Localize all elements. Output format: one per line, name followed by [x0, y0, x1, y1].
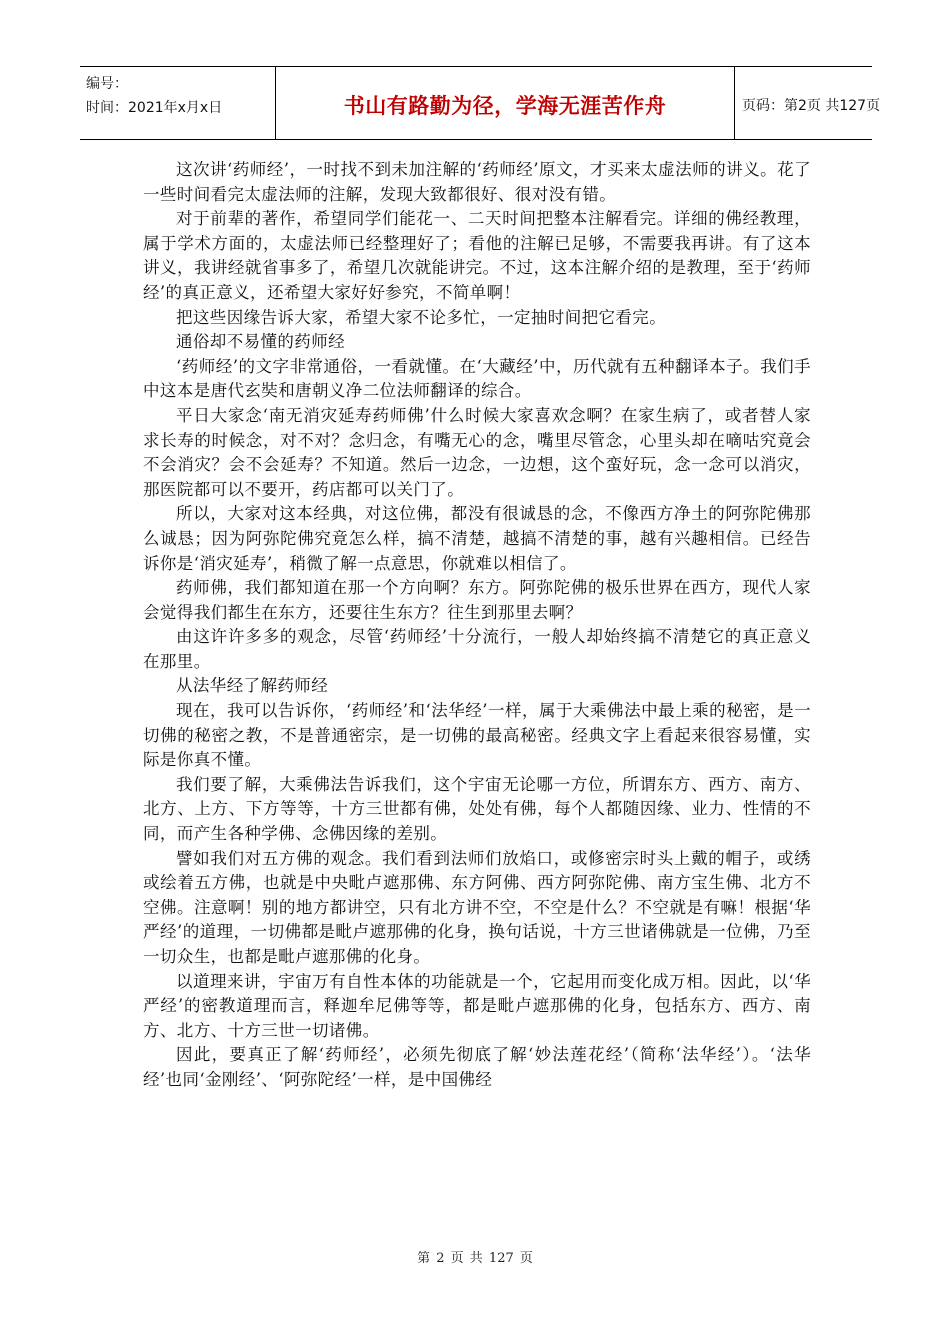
document-number-label: 编号：: [86, 76, 128, 92]
paragraph: 把这些因缘告诉大家，希望大家不论多忙，一定抽时间把它看完。: [176, 307, 667, 327]
document-date-label: 时间：2021年x月x日: [86, 100, 223, 116]
header-meta-cell: [80, 67, 275, 139]
page-footer: 第 2 页 共 127 页: [417, 1251, 533, 1266]
paragraph: 我们要了解，大乘佛法告诉我们，这个宇宙无论哪一方位，所谓东方、西方、南方、北方、上方、下方等等，十方三世都有佛，处处有佛，每个人都随因缘、业力、性情的不同，而产生各种学佛、念佛因缘的差别。: [143, 774, 811, 844]
header-motto-cell: [275, 67, 735, 139]
paragraph: 譬如我们对五方佛的观念。我们看到法师们放焰口，或修密宗时头上戴的帽子，或绣或绘着五方佛，也就是中央毗卢遮那佛、东方阿佛、西方阿弥陀佛、南方宝生佛、北方不空佛。注意啊！别的地方都讲空，只有北方讲不空，不空是什么？不空就是有嘛！根据‘华严经’的道理，一切佛都是毗卢遮那佛的化身，换句话说，十方三世诸佛就是一位佛，乃至一切众生，也都是毗卢遮那佛的化身。: [143, 848, 811, 966]
document-body: [143, 158, 811, 1093]
paragraph: ‘药师经’的文字非常通俗，一看就懂。在‘大藏经’中，历代就有五种翻译本子。我们手中这本是唐代玄奘和唐朝义净二位法师翻译的综合。: [143, 356, 811, 401]
paragraph: 对于前辈的著作，希望同学们能花一、二天时间把整本注解看完。详细的佛经教理，属于学术方面的，太虚法师已经整理好了；看他的注解已足够，不需要我再讲。有了这本讲义，我讲经就省事多了，希望几次就能讲完。不过，这本注解介绍的是教理，至于‘药师经’的真正意义，还希望大家好好参究，不简单啊！: [143, 209, 811, 302]
paragraph: 因此，要真正了解‘药师经’，必须先彻底了解‘妙法莲花经’（简称‘法华经’）。‘法华经’也同‘金刚经’、‘阿弥陀经’一样，是中国佛经: [143, 1045, 811, 1089]
paragraph: 现在，我可以告诉你，‘药师经’和‘法华经’一样，属于大乘佛法中最上乘的秘密，是一切佛的秘密之教，不是普通密宗，是一切佛的最高秘密。经典文字上看起来很容易懂，实际是你真不懂。: [143, 701, 811, 770]
section-heading: 通俗却不易懂的药师经: [176, 332, 345, 352]
paragraph: 这次讲‘药师经’，一时找不到未加注解的‘药师经’原文，才买来太虚法师的讲义。花了一些时间看完太虚法师的注解，发现大致都很好、很对没有错。: [143, 160, 811, 204]
paragraph: 平日大家念‘南无消灾延寿药师佛’什么时候大家喜欢念啊？在家生病了，或者替人家求长寿的时候念，对不对？念归念，有嘴无心的念，嘴里尽管念，心里头却在嘀咕究竟会不会消灾？会不会延寿？不知道。然后一边念，一边想，这个蛮好玩，念一念可以消灾，那医院都可以不要开，药店都可以关门了。: [143, 405, 811, 499]
header-page-cell: [734, 67, 881, 139]
paragraph: 药师佛，我们都知道在那一个方向啊？东方。阿弥陀佛的极乐世界在西方，现代人家会觉得我们都生在东方，还要往生东方？往生到那里去啊？: [143, 578, 811, 622]
header-page-info: 页码：第2页 共127页: [742, 98, 881, 114]
paragraph: 以道理来讲，宇宙万有自性本体的功能就是一个，它起用而变化成万相。因此，以‘华严经’的密教道理而言，释迦牟尼佛等等，都是毗卢遮那佛的化身，包括东方、西方、南方、北方、十方三世一切诸佛。: [143, 971, 811, 1040]
paragraph: 所以，大家对这本经典，对这位佛，都没有很诚恳的念，不像西方净土的阿弥陀佛那么诚恳；因为阿弥陀佛究竟怎么样，搞不清楚，越搞不清楚的事，越有兴趣相信。已经告诉你是‘消灾延寿’，稍微了解一点意思，你就难以相信了。: [143, 504, 811, 573]
paragraph: 由这许许多多的观念，尽管‘药师经’十分流行，一般人却始终搞不清楚它的真正意义在那里。: [143, 627, 811, 671]
page-header: [80, 66, 881, 140]
section-heading: 从法华经了解药师经: [176, 676, 329, 696]
header-motto: 书山有路勤为径，学海无涯苦作舟: [343, 94, 667, 118]
